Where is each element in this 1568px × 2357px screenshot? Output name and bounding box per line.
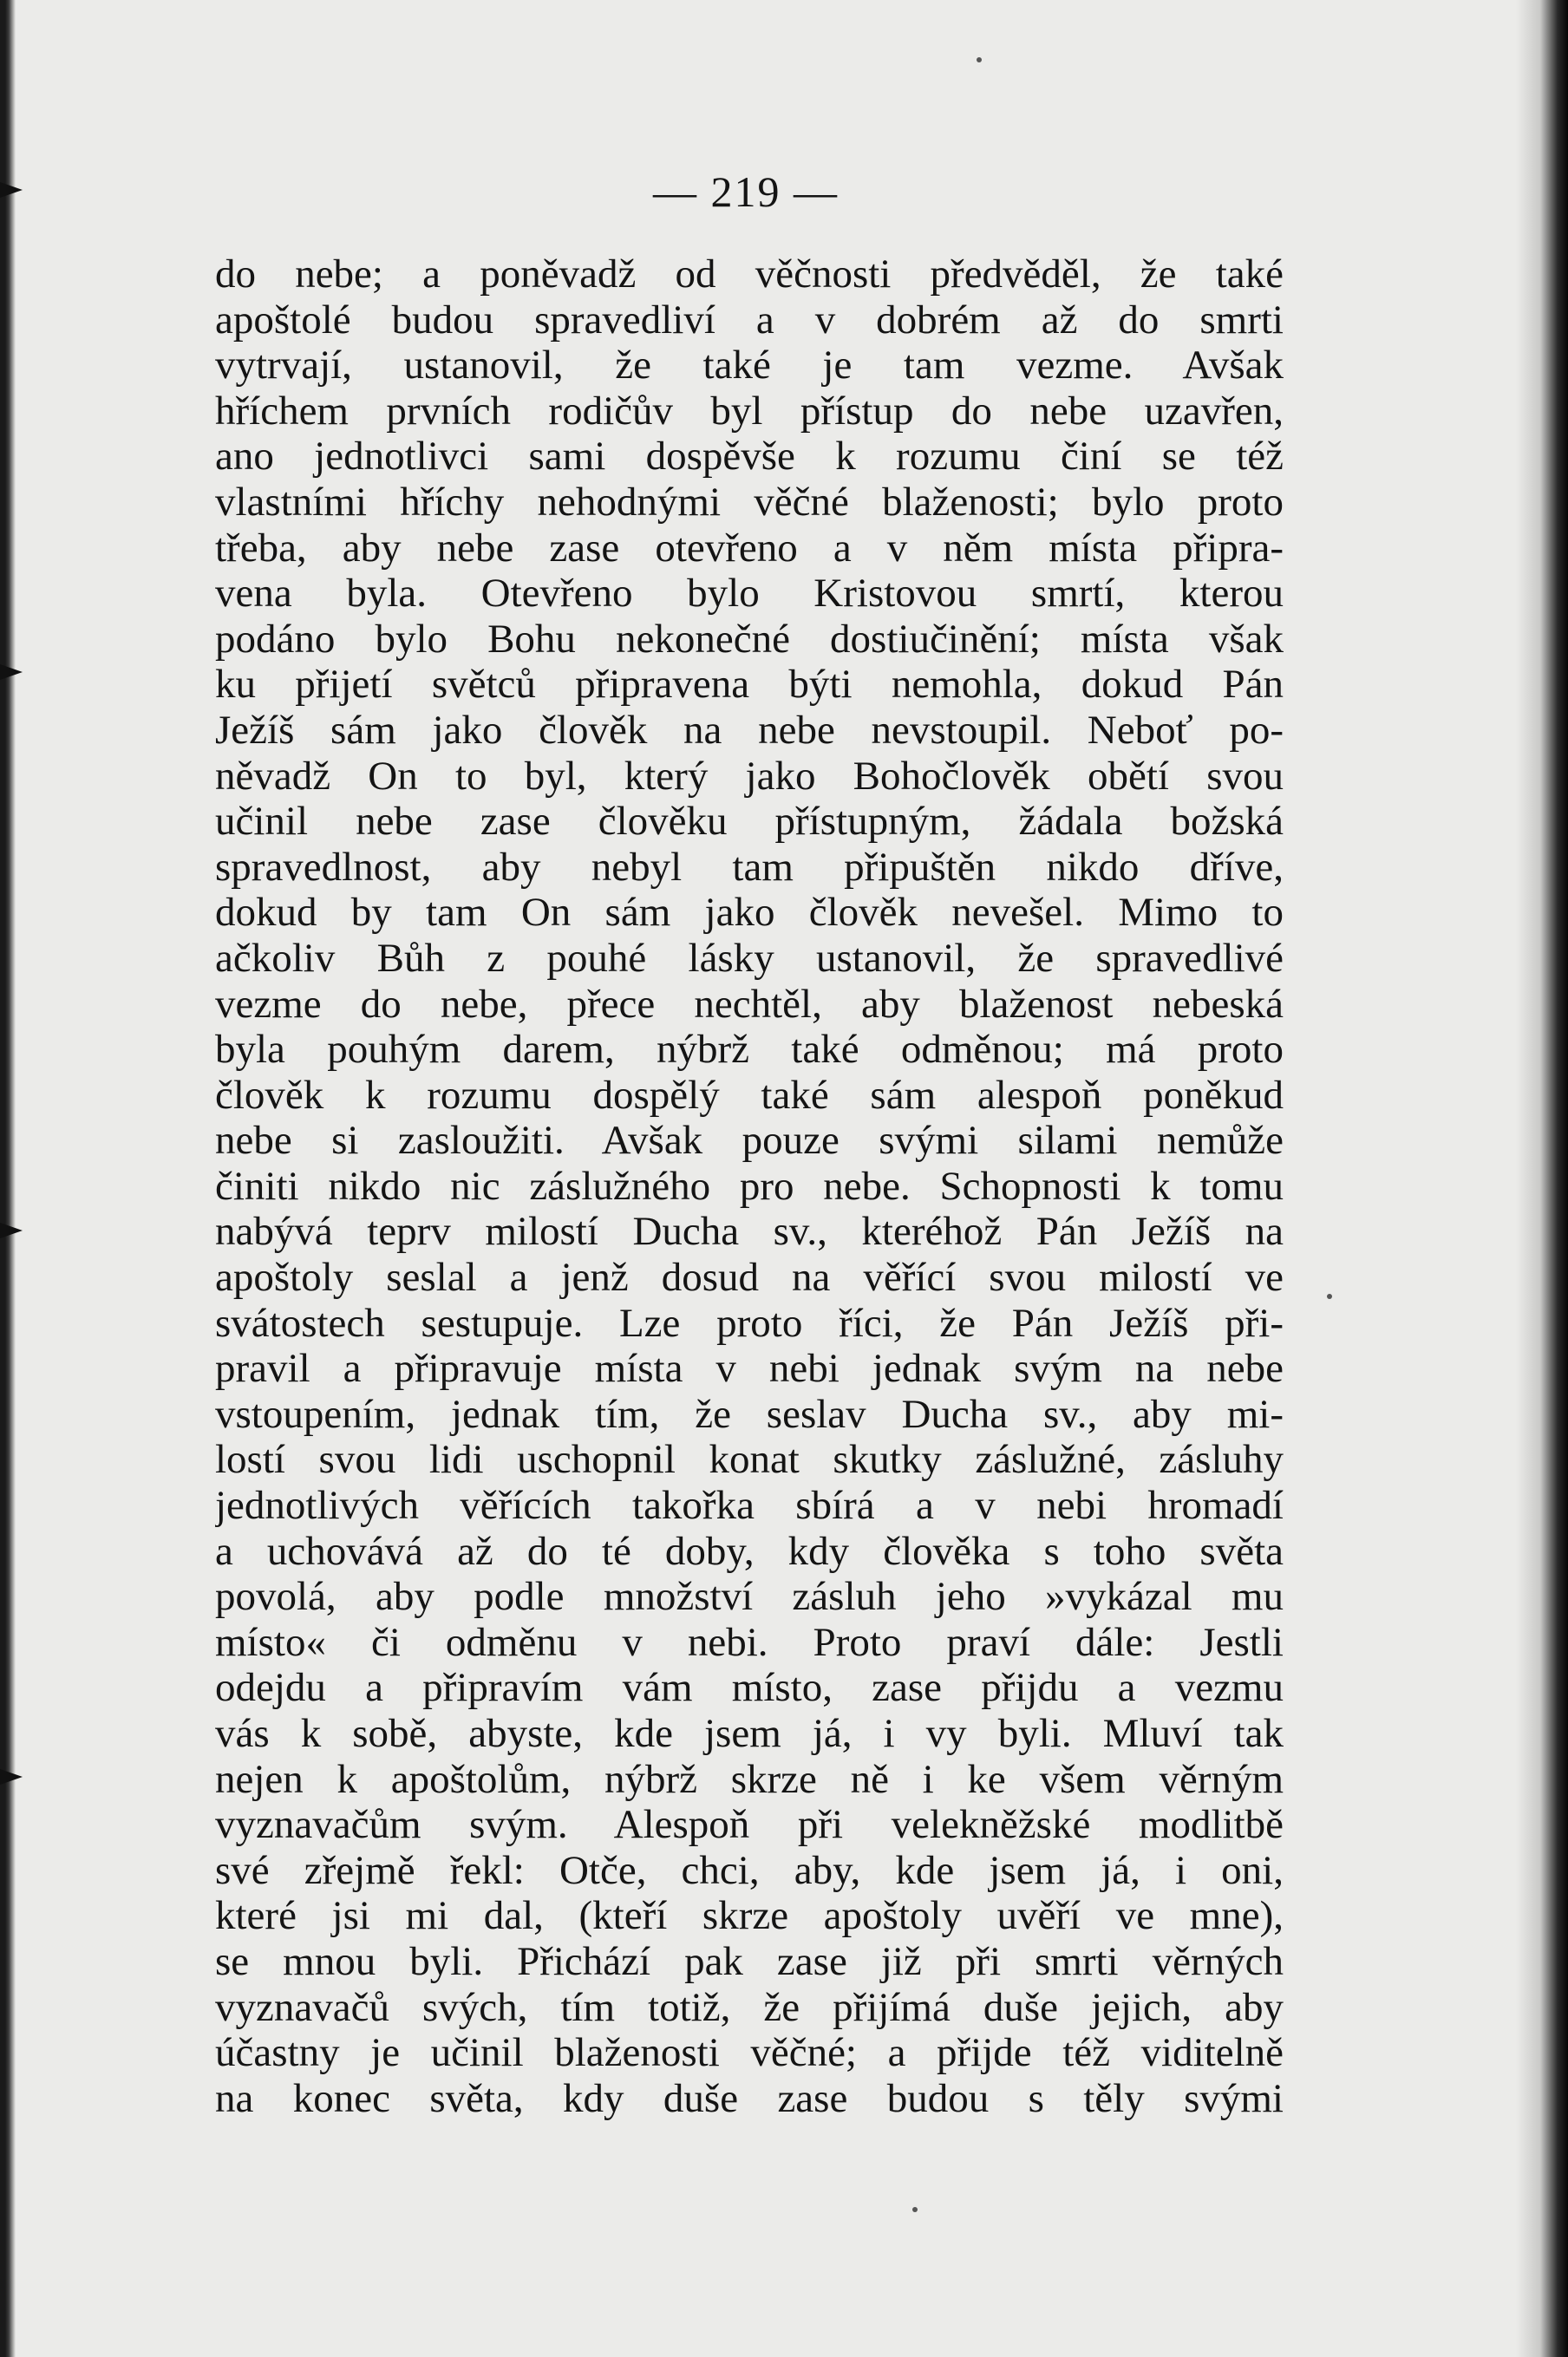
left-binding-edge: [0, 0, 16, 2357]
text-line: spravedlnost, aby nebyl tam připuštěn nikdo dříve,: [215, 844, 1284, 890]
text-line: Ježíš sám jako člověk na nebe nevstoupil. Neboť po-: [215, 707, 1284, 753]
text-line: podáno bylo Bohu nekonečné dostiučinění; místa však: [215, 616, 1284, 662]
text-line: místo« či odměnu v nebi. Proto praví dále: Jestli: [215, 1619, 1284, 1665]
text-line: ku přijetí světců připravena býti nemohla, dokud Pán: [215, 662, 1284, 708]
text-line: apoštoly seslal a jenž dosud na věřící svou milostí ve: [215, 1255, 1284, 1301]
text-line: pravil a připravuje místa v nebi jednak svým na nebe: [215, 1346, 1284, 1392]
text-line: třeba, aby nebe zase otevřeno a v něm místa připra-: [215, 525, 1284, 571]
text-line: učinil nebe zase člověku přístupným, žádala božská: [215, 799, 1284, 845]
text-line: nabývá teprv milostí Ducha sv., kteréhož Pán Ježíš na: [215, 1209, 1284, 1255]
text-line: člověk k rozumu dospělý také sám alespoň poněkud: [215, 1072, 1284, 1118]
text-line: se mnou byli. Přichází pak zase již při smrti věrných: [215, 1938, 1284, 1984]
text-line: do nebe; a poněvadž od věčnosti předvěděl, že také: [215, 251, 1284, 297]
text-line: vyznavačům svým. Alespoň při velekněžské modlitbě: [215, 1802, 1284, 1848]
text-line: povolá, aby podle množství zásluh jeho »vykázal mu: [215, 1574, 1284, 1620]
text-line: nebe si zasloužiti. Avšak pouze svými silami nemůže: [215, 1118, 1284, 1164]
text-line: na konec světa, kdy duše zase budou s těly svými: [215, 2075, 1284, 2121]
text-line: dokud by tam On sám jako člověk nevešel. Mimo to: [215, 890, 1284, 936]
text-line: odejdu a připravím vám místo, zase přijdu a vezmu: [215, 1665, 1284, 1711]
body-text: [215, 251, 1284, 2121]
dust-speck: [912, 2207, 918, 2212]
text-line: ačkoliv Bůh z pouhé lásky ustanovil, že spravedlivé: [215, 935, 1284, 981]
text-line: vyznavačů svých, tím totiž, že přijímá duše jejich, aby: [215, 1984, 1284, 2030]
text-line: lostí svou lidi uschopnil konat skutky záslužné, zásluhy: [215, 1437, 1284, 1483]
text-line: jednotlivých věřících takořka sbírá a v nebi hromadí: [215, 1483, 1284, 1529]
text-line: vlastními hříchy nehodnými věčné blaženosti; bylo proto: [215, 479, 1284, 525]
text-line: a uchovává až do té doby, kdy člověka s toho světa: [215, 1528, 1284, 1574]
text-line: byla pouhým darem, nýbrž také odměnou; má proto: [215, 1027, 1284, 1073]
text-line: účastny je učinil blaženosti věčné; a přijde též viditelně: [215, 2030, 1284, 2076]
text-line: činiti nikdo nic záslužného pro nebe. Schopnosti k tomu: [215, 1163, 1284, 1209]
text-line: hříchem prvních rodičův byl přístup do nebe uzavřen,: [215, 388, 1284, 434]
text-line: vezme do nebe, přece nechtěl, aby blaženost nebeská: [215, 981, 1284, 1027]
right-page-edge: [1516, 0, 1568, 2357]
text-line: vytrvají, ustanovil, že také je tam vezme. Avšak: [215, 343, 1284, 388]
text-line: které jsi mi dal, (kteří skrze apoštoly uvěří ve mne),: [215, 1893, 1284, 1939]
text-line: vena byla. Otevřeno bylo Kristovou smrtí, kterou: [215, 571, 1284, 617]
page-number: — 219 —: [653, 167, 839, 216]
text-line: nejen k apoštolům, nýbrž skrze ně i ke všem věrným: [215, 1756, 1284, 1802]
dust-speck: [977, 57, 982, 62]
text-line: apoštolé budou spravedliví a v dobrém až do smrti: [215, 297, 1284, 343]
text-line: ano jednotlivci sami dospěvše k rozumu činí se též: [215, 434, 1284, 480]
dust-speck: [1327, 1294, 1332, 1299]
text-line: vás k sobě, abyste, kde jsem já, i vy byli. Mluví tak: [215, 1711, 1284, 1756]
text-line: svátostech sestupuje. Lze proto říci, že Pán Ježíš při-: [215, 1300, 1284, 1346]
text-line: své zřejmě řekl: Otče, chci, aby, kde jsem já, i oni,: [215, 1847, 1284, 1893]
text-line: vstoupením, jednak tím, že seslav Ducha sv., aby mi-: [215, 1391, 1284, 1437]
text-line: něvadž On to byl, který jako Bohočlověk obětí svou: [215, 753, 1284, 799]
